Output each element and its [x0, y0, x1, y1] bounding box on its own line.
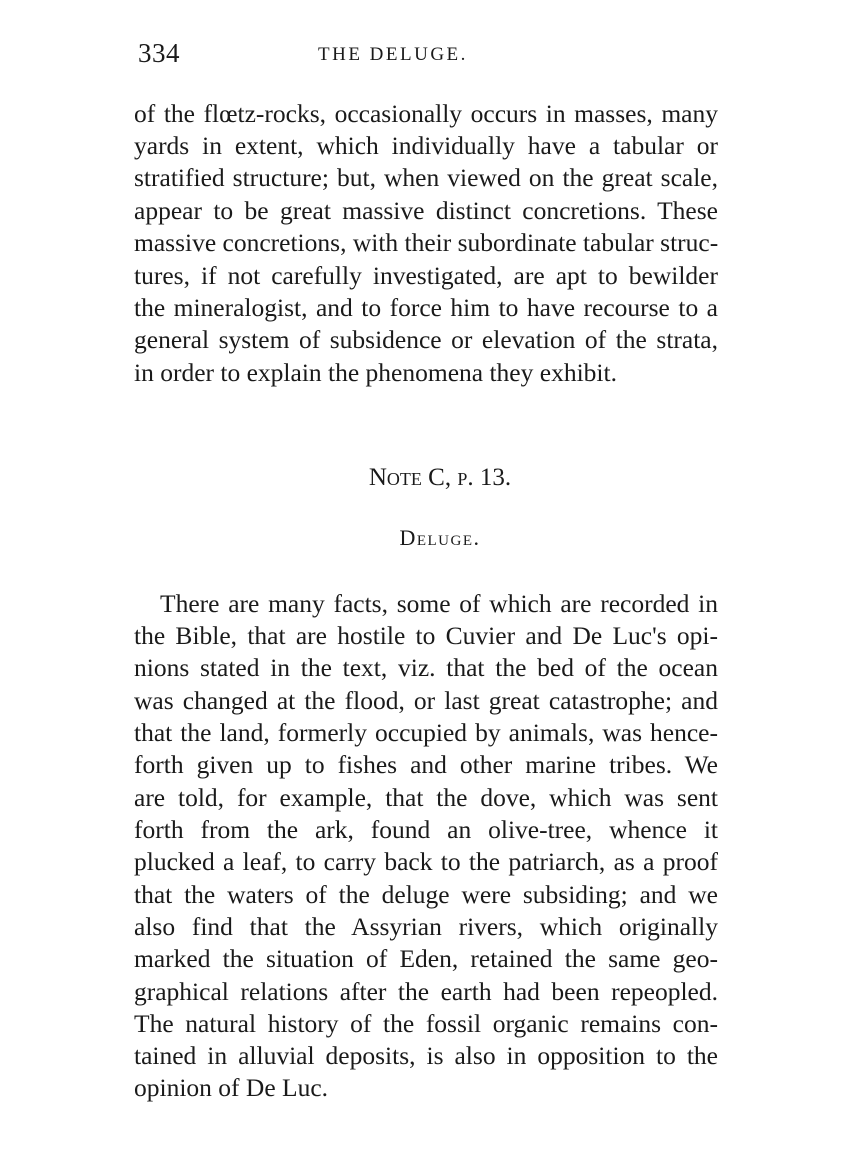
text-line: yards in extent, which individually have a tabular or	[134, 131, 718, 160]
text-line: nions stated in the text, viz. that the bed of the ocean	[134, 653, 718, 682]
text-line: plucked a leaf, to carry back to the patriarch, as a proof	[134, 847, 718, 876]
text-line: in order to explain the phenomena they exhibit.	[134, 358, 617, 387]
text-line: The natural history of the fossil organic remains con-	[134, 1009, 718, 1038]
text-line: the Bible, that are hostile to Cuvier and De Luc's opi-	[134, 621, 718, 650]
text-line: opinion of De Luc.	[134, 1073, 329, 1102]
text-line: general system of subsidence or elevation of the strata,	[134, 325, 718, 354]
text-line: forth from the ark, found an olive-tree, whence it	[134, 815, 718, 844]
text-line: also find that the Assyrian rivers, which originally	[134, 912, 718, 941]
text-line: marked the situation of Eden, retained the same geo-	[134, 944, 718, 973]
text-line: tained in alluvial deposits, is also in opposition to the	[134, 1041, 718, 1070]
text-line: that the land, formerly occupied by animals, was hence-	[134, 718, 718, 747]
text-line: appear to be great massive distinct concretions. These	[134, 196, 718, 225]
text-line: that the waters of the deluge were subsiding; and we	[134, 880, 718, 909]
text-line: forth given up to fishes and other marine tribes. We	[134, 750, 718, 779]
text-line: tures, if not carefully investigated, are apt to bewilder	[134, 261, 718, 290]
text-line: There are many facts, some of which are recorded in	[160, 589, 718, 618]
text-line: massive concretions, with their subordinate tabular struc-	[134, 228, 719, 257]
text-line: are told, for example, that the dove, which was sent	[134, 783, 718, 812]
note-heading: Note C, p. 13.	[368, 464, 512, 491]
text-line: the mineralogist, and to force him to have recourse to a	[134, 293, 718, 322]
page-header	[138, 38, 718, 78]
running-head: THE DELUGE.	[318, 44, 468, 65]
text-line: graphical relations after the earth had been repeopled.	[134, 977, 718, 1006]
section-heading: Deluge.	[399, 525, 481, 550]
text-line: was changed at the flood, or last great catastrophe; and	[134, 686, 718, 715]
text-line: stratified structure; but, when viewed on the great scale,	[134, 163, 718, 192]
text-line: of the flœtz-rocks, occasionally occurs in masses, many	[134, 99, 718, 128]
page-number: 334	[138, 38, 180, 68]
